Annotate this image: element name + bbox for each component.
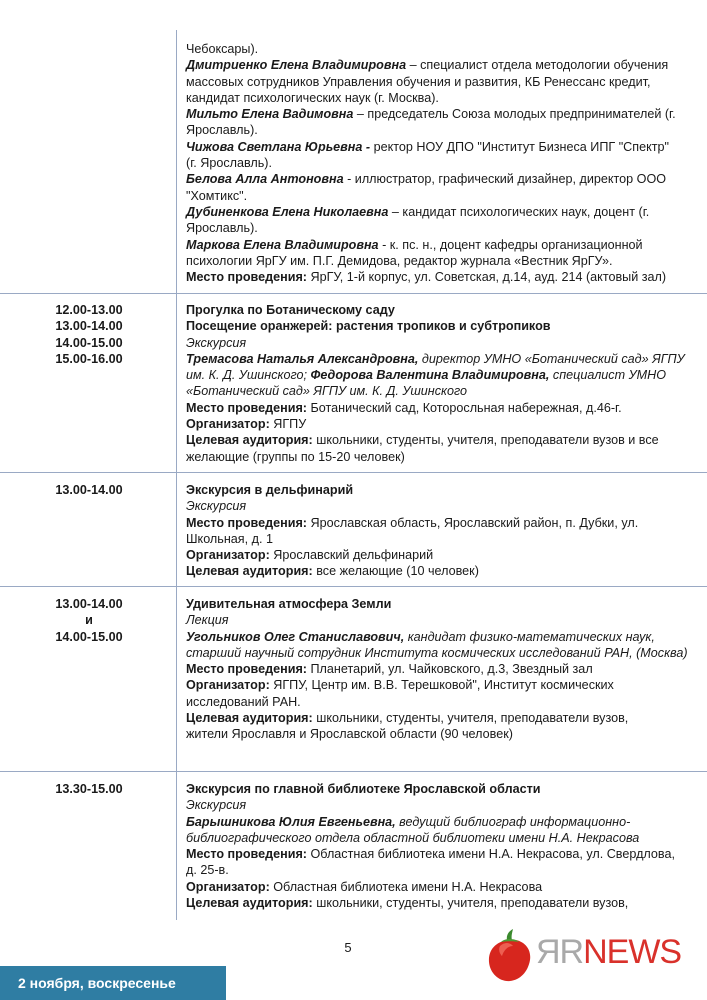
venue-value: Областная библиотека имени Н.А. Некрасова, ул. Свердлова,	[307, 847, 675, 862]
audience-label: Целевая аудитория:	[186, 564, 313, 579]
organizer-value: Областная библиотека имени Н.А. Некрасова	[269, 879, 543, 894]
speaker-name: Чижова Светлана Юрьевна -	[186, 139, 371, 154]
speaker-role: – специалист отдела методологии обучения	[406, 58, 669, 73]
venue-line	[186, 400, 676, 416]
speaker-role: ведущий библиограф информационно-	[395, 814, 631, 829]
venue-line	[186, 515, 676, 531]
speaker-role: кандидат физико-математических наук,	[404, 629, 655, 644]
speaker-name: Тремасова Наталья Александровна,	[186, 351, 419, 366]
audience-line	[186, 895, 676, 911]
organizer-line	[186, 879, 676, 895]
organizer-value: ЯГПУ	[269, 417, 307, 432]
speaker-role: специалист УМНО	[549, 368, 667, 383]
event-time	[30, 302, 148, 367]
audience-value: желающие (группы по 15-20 человек)	[186, 449, 405, 464]
speaker-line	[186, 57, 676, 73]
text-line: психологии ЯрГУ им. П.Г. Демидова, редактор журнала «Вестник ЯрГУ».	[186, 253, 613, 268]
speaker-name: Федорова Валентина Владимировна,	[310, 368, 550, 383]
speaker-line	[186, 814, 676, 830]
speakers-block	[186, 41, 676, 285]
audience-value: все желающие (10 человек)	[312, 564, 479, 579]
audience-line	[186, 432, 676, 448]
time-slot: 13.00-14.00	[55, 319, 123, 334]
speaker-name: Барышникова Юлия Евгеньевна,	[186, 814, 396, 829]
organizer-label: Организатор:	[186, 678, 270, 693]
audience-label: Целевая аудитория:	[186, 896, 313, 911]
speaker-role: старший научный сотрудник Института космических исследований РАН, (Москва)	[186, 645, 688, 660]
venue-label: Место проведения:	[186, 400, 307, 415]
organizer-label: Организатор:	[186, 879, 270, 894]
event-subtitle: Посещение оранжерей: растения тропиков и субтропиков	[186, 319, 551, 334]
footer-date-banner	[0, 966, 226, 1000]
venue-value: Ботанический сад, Которосльная набережная, д.46-г.	[307, 400, 622, 415]
venue-label: Место проведения:	[186, 847, 307, 862]
organizer-label: Организатор:	[186, 548, 270, 563]
text-line: Ярославль).	[186, 123, 258, 138]
venue-label: Место проведения:	[186, 270, 307, 285]
time-slot: 14.00-15.00	[55, 629, 123, 644]
page-number: 5	[344, 940, 352, 955]
venue-value: Планетарий, ул. Чайковского, д.3, Звездный зал	[307, 662, 593, 677]
speaker-line	[186, 171, 676, 187]
row-divider	[0, 293, 707, 294]
speaker-role: библиографического отдела областной библиотеки имени Н.А. Некрасова	[186, 830, 640, 845]
audience-value: школьники, студенты, учителя, преподаватели вузов и все	[312, 433, 659, 448]
time-slot: 12.00-13.00	[55, 303, 123, 317]
row-divider	[0, 472, 707, 473]
text-line: Ярославль).	[186, 221, 258, 236]
event-type: Экскурсия	[186, 499, 247, 514]
organizer-value: исследований РАН.	[186, 694, 301, 709]
speaker-role: - к. пс. н., доцент кафедры организационной	[378, 237, 643, 252]
speaker-name: Дубиненкова Елена Николаевна	[186, 204, 389, 219]
venue-line	[186, 846, 676, 862]
time-slot: 15.00-16.00	[55, 351, 123, 366]
audience-label: Целевая аудитория:	[186, 711, 313, 726]
text-line: "Хомтикс".	[186, 188, 248, 203]
speaker-line	[186, 367, 676, 383]
venue-value: Школьная, д. 1	[186, 531, 273, 546]
speaker-name: Маркова Елена Владимировна	[186, 237, 379, 252]
venue-value: д. 25-в.	[186, 863, 229, 878]
logo-part-news: NEWS	[583, 933, 682, 971]
speaker-role: «Ботанический сад» ЯГПУ им. К. Д. Ушинского	[186, 384, 468, 399]
speaker-line	[186, 106, 676, 122]
event-type: Лекция	[186, 613, 229, 628]
time-conjunction: и	[85, 613, 93, 628]
speaker-line	[186, 351, 685, 367]
text-line: кандидат психологических наук (г. Москва).	[186, 90, 439, 105]
logo-part-yar: ЯR	[536, 933, 584, 971]
time-slot: 14.00-15.00	[55, 335, 123, 350]
audience-value: школьники, студенты, учителя, преподаватели вузов,	[312, 711, 629, 726]
organizer-value: ЯГПУ, Центр им. В.В. Терешковой", Институт космических	[269, 678, 614, 693]
time-slot: 13.00-14.00	[55, 483, 123, 497]
venue-label: Место проведения:	[186, 662, 307, 677]
event-details	[186, 596, 688, 743]
organizer-line	[186, 416, 676, 432]
speaker-line	[186, 629, 676, 645]
speaker-name: Мильто Елена Вадимовна	[186, 107, 354, 122]
event-title: Экскурсия в дельфинарий	[186, 483, 354, 497]
audience-label: Целевая аудитория:	[186, 433, 313, 448]
text-line: (г. Ярославль).	[186, 156, 273, 171]
row-divider	[0, 586, 707, 587]
venue-label: Место проведения:	[186, 515, 307, 530]
venue-line	[186, 661, 676, 677]
event-time	[30, 482, 148, 498]
speaker-role: директор УМНО «Ботанический сад» ЯГПУ	[418, 351, 685, 366]
event-title: Экскурсия по главной библиотеке Ярославской области	[186, 782, 541, 796]
speaker-name: Угольников Олег Станиславович,	[186, 629, 405, 644]
organizer-line	[186, 547, 676, 563]
speaker-name: Дмитриенко Елена Владимировна	[186, 58, 407, 73]
pepper-icon	[480, 926, 538, 984]
speaker-role: - иллюстратор, графический дизайнер, директор ООО	[343, 172, 667, 187]
time-slot: 13.00-14.00	[55, 597, 123, 611]
event-details	[186, 302, 685, 465]
organizer-label: Организатор:	[186, 417, 270, 432]
event-time	[30, 596, 148, 645]
event-type: Экскурсия	[186, 335, 247, 350]
footer-date: 2 ноября, воскресенье	[18, 975, 176, 991]
yarnews-logo[interactable]	[480, 926, 685, 984]
event-title: Удивительная атмосфера Земли	[186, 597, 392, 611]
event-type: Экскурсия	[186, 798, 247, 813]
speaker-role: ректор НОУ ДПО "Институт Бизнеса ИПГ "Спектр"	[370, 139, 669, 154]
column-divider	[176, 30, 177, 920]
audience-value: жители Ярославля и Ярославской области (90 человек)	[186, 727, 513, 742]
text-line: массовых сотрудников Управления обучения и развития, КБ Ренессанс кредит,	[186, 74, 651, 89]
speaker-role: им. К. Д. Ушинского;	[186, 368, 311, 383]
text-line: Чебоксары).	[186, 42, 259, 56]
organizer-line	[186, 677, 676, 693]
audience-value: школьники, студенты, учителя, преподаватели вузов,	[312, 896, 629, 911]
logo-wordmark	[536, 932, 681, 972]
venue-value: Ярославская область, Ярославский район, п. Дубки, ул.	[307, 515, 639, 530]
venue-line	[186, 269, 676, 285]
event-title: Прогулка по Ботаническому саду	[186, 303, 395, 317]
organizer-value: Ярославский дельфинарий	[269, 548, 434, 563]
row-divider	[0, 771, 707, 772]
speaker-name: Белова Алла Антоновна	[186, 172, 344, 187]
event-details	[186, 781, 676, 911]
time-slot: 13.30-15.00	[55, 782, 123, 796]
audience-line	[186, 710, 676, 726]
event-details	[186, 482, 676, 580]
speaker-line	[186, 204, 676, 220]
speaker-line	[186, 139, 676, 155]
event-time	[30, 781, 148, 797]
speaker-role: – кандидат психологических наук, доцент (г.	[388, 204, 650, 219]
audience-line	[186, 563, 676, 579]
speaker-line	[186, 237, 676, 253]
speaker-role: – председатель Союза молодых предпринимателей (г.	[353, 107, 676, 122]
venue-value: ЯрГУ, 1-й корпус, ул. Советская, д.14, ауд. 214 (актовый зал)	[307, 270, 667, 285]
